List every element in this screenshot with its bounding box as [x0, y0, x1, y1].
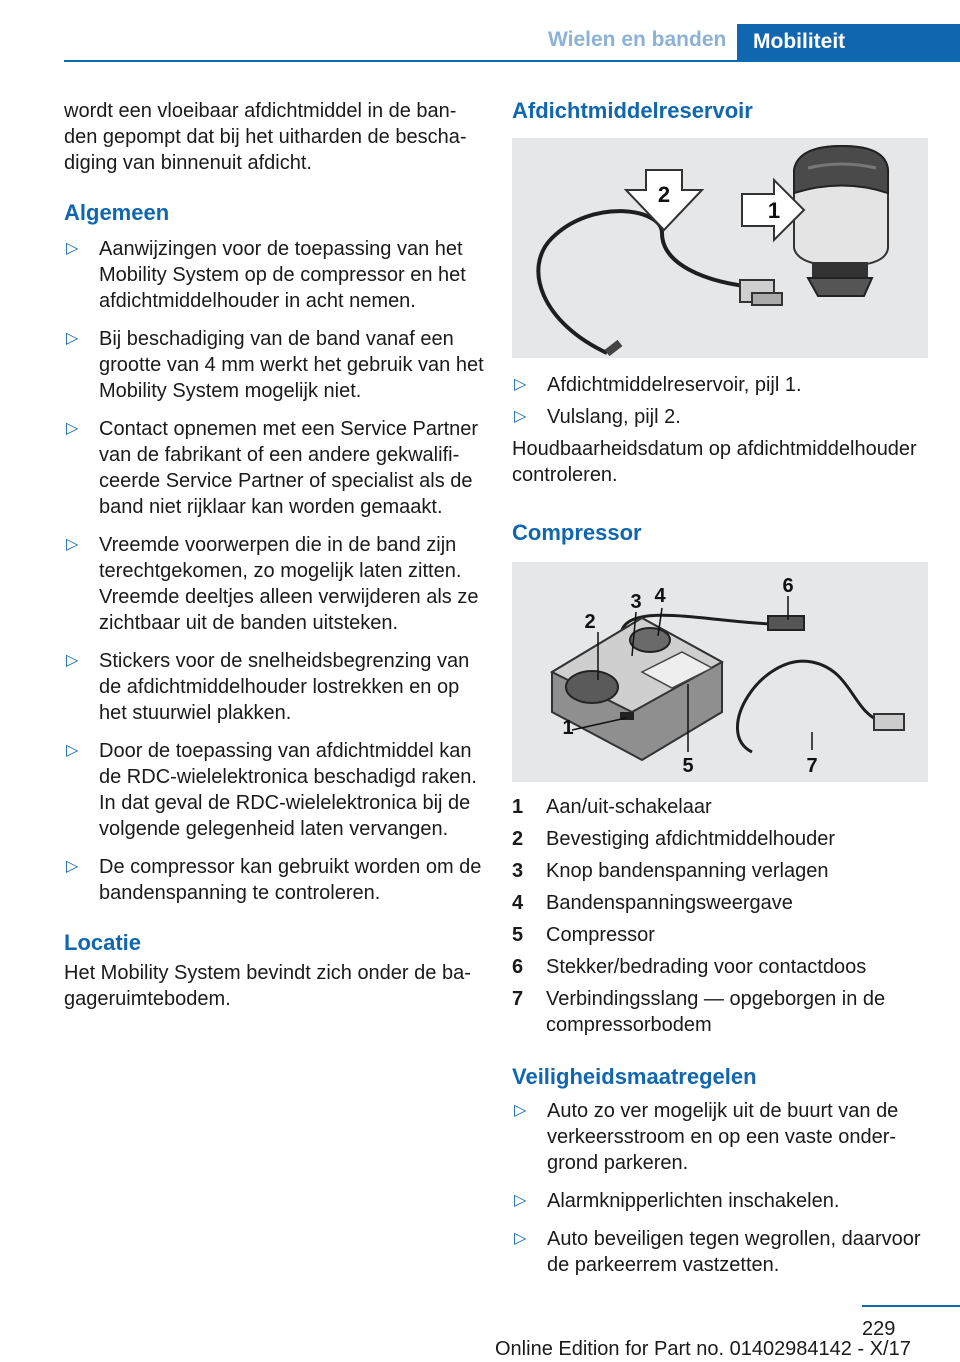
legend-item: 1 Aan/uit-schakelaar: [512, 796, 712, 818]
right-column: [512, 98, 928, 1290]
triangle-bullet-icon: ▷: [66, 536, 79, 553]
compressor-label-6: 6: [782, 575, 794, 597]
compressor-legend: [512, 794, 928, 1038]
triangle-bullet-icon: ▷: [514, 1192, 527, 1209]
compressor-label-5: 5: [682, 755, 694, 777]
list-item: ▷ Afdichtmiddelreservoir, pijl 1.: [514, 374, 802, 396]
list-item: ▷ Vreemde voorwerpen die in de band zijn terechtgekomen, zo mogelijk laten zitten. Vreemde deeltjes alleen verwijderen als ze zichtbaar uit de banden uitsteken.: [66, 534, 479, 634]
heading-locatie: Locatie: [64, 930, 142, 955]
legend-item: 7 Verbindingsslang — opgeborgen in de compressorbodem: [512, 988, 886, 1036]
list-item: ▷ Aanwijzingen voor de toepassing van het Mobility System op de compressor en het afdichtmiddelhouder in acht nemen.: [66, 238, 466, 312]
list-item: ▷ Auto beveiligen tegen wegrollen, daarvoor de parkeerrem vastzetten.: [514, 1228, 921, 1276]
triangle-bullet-icon: ▷: [66, 240, 79, 257]
compressor-illustration: [512, 562, 928, 782]
list-item: ▷ Bij beschadiging van de band vanaf een grootte van 4 mm werkt het gebruik van het Mobility System mogelijk niet.: [66, 328, 484, 402]
triangle-bullet-icon: ▷: [66, 330, 79, 347]
reservoir-figure: [512, 138, 928, 358]
locatie-paragraph: Het Mobility System bevindt zich onder de ba-gageruimtebodem.: [64, 962, 471, 1010]
legend-item: 4 Bandenspanningsweergave: [512, 892, 793, 914]
footer-rule: [862, 1305, 960, 1307]
heading-compressor: Compressor: [512, 520, 642, 545]
compressor-label-1: 1: [562, 717, 574, 739]
list-item: ▷ Auto zo ver mogelijk uit de buurt van de verkeersstroom en op een vaste onder-grond parkeren.: [514, 1100, 899, 1174]
veiligheid-list: [512, 1098, 928, 1278]
compressor-label-7: 7: [806, 755, 818, 777]
heading-veiligheidsmaatregelen: Veiligheidsmaatregelen: [512, 1064, 757, 1089]
list-item: ▷ Stickers voor de snelheidsbegrenzing van de afdichtmiddelhouder lostrekken en op het stuurwiel plakken.: [66, 650, 470, 724]
triangle-bullet-icon: ▷: [66, 420, 79, 437]
header-rule: [64, 60, 960, 62]
list-item: ▷ Alarmknipperlichten inschakelen.: [514, 1190, 840, 1212]
header-active-tab: Mobiliteit: [737, 24, 960, 62]
triangle-bullet-icon: ▷: [514, 376, 527, 393]
triangle-bullet-icon: ▷: [66, 858, 79, 875]
page-number: 229: [862, 1318, 896, 1340]
legend-item: 6 Stekker/bedrading voor contactdoos: [512, 956, 867, 978]
page-header: [0, 0, 960, 62]
reservoir-label-2: 2: [657, 182, 671, 207]
compressor-label-3: 3: [630, 591, 642, 613]
legend-item: 3 Knop bandenspanning verlagen: [512, 860, 829, 882]
algemeen-list: [64, 236, 484, 906]
list-item: ▷ Contact opnemen met een Service Partner van de fabrikant of een andere gekwalifi-ceerde Service Partner of specialist als de band niet rijklaar kan worden gemaakt.: [66, 418, 479, 518]
legend-item: 5 Compressor: [512, 924, 655, 946]
triangle-bullet-icon: ▷: [514, 1230, 527, 1247]
heading-algemeen: Algemeen: [64, 200, 170, 225]
edition-note: Online Edition for Part no. 01402984142 - X/17: [495, 1338, 911, 1360]
triangle-bullet-icon: ▷: [66, 652, 79, 669]
reservoir-list: [512, 372, 928, 430]
reservoir-illustration: [512, 138, 928, 358]
legend-item: 2 Bevestiging afdichtmiddelhouder: [512, 828, 836, 850]
triangle-bullet-icon: ▷: [66, 742, 79, 759]
header-section-title: Wielen en banden: [548, 28, 727, 51]
reservoir-note: Houdbaarheidsdatum op afdichtmiddelhouder controleren.: [512, 438, 917, 486]
left-column: [64, 98, 484, 1012]
heading-afdichtmiddelreservoir: Afdichtmiddelreservoir: [512, 98, 753, 123]
list-item: ▷ Door de toepassing van afdichtmiddel kan de RDC-wielelektronica beschadigd raken. In dat geval de RDC-wielelektronica bij de volgende gelegenheid laten vervangen.: [66, 740, 477, 840]
intro-paragraph: wordt een vloeibaar afdichtmiddel in de ban-den gepompt dat bij het uitharden de bescha-diging van binnenuit afdicht.: [64, 100, 467, 174]
list-item: ▷ De compressor kan gebruikt worden om de bandenspanning te controleren.: [66, 856, 482, 904]
triangle-bullet-icon: ▷: [514, 408, 527, 425]
compressor-figure: [512, 562, 928, 782]
list-item: ▷ Vulslang, pijl 2.: [514, 406, 681, 428]
triangle-bullet-icon: ▷: [514, 1102, 527, 1119]
compressor-label-4: 4: [654, 585, 666, 607]
reservoir-label-1: 1: [767, 198, 781, 223]
compressor-label-2: 2: [584, 611, 596, 633]
